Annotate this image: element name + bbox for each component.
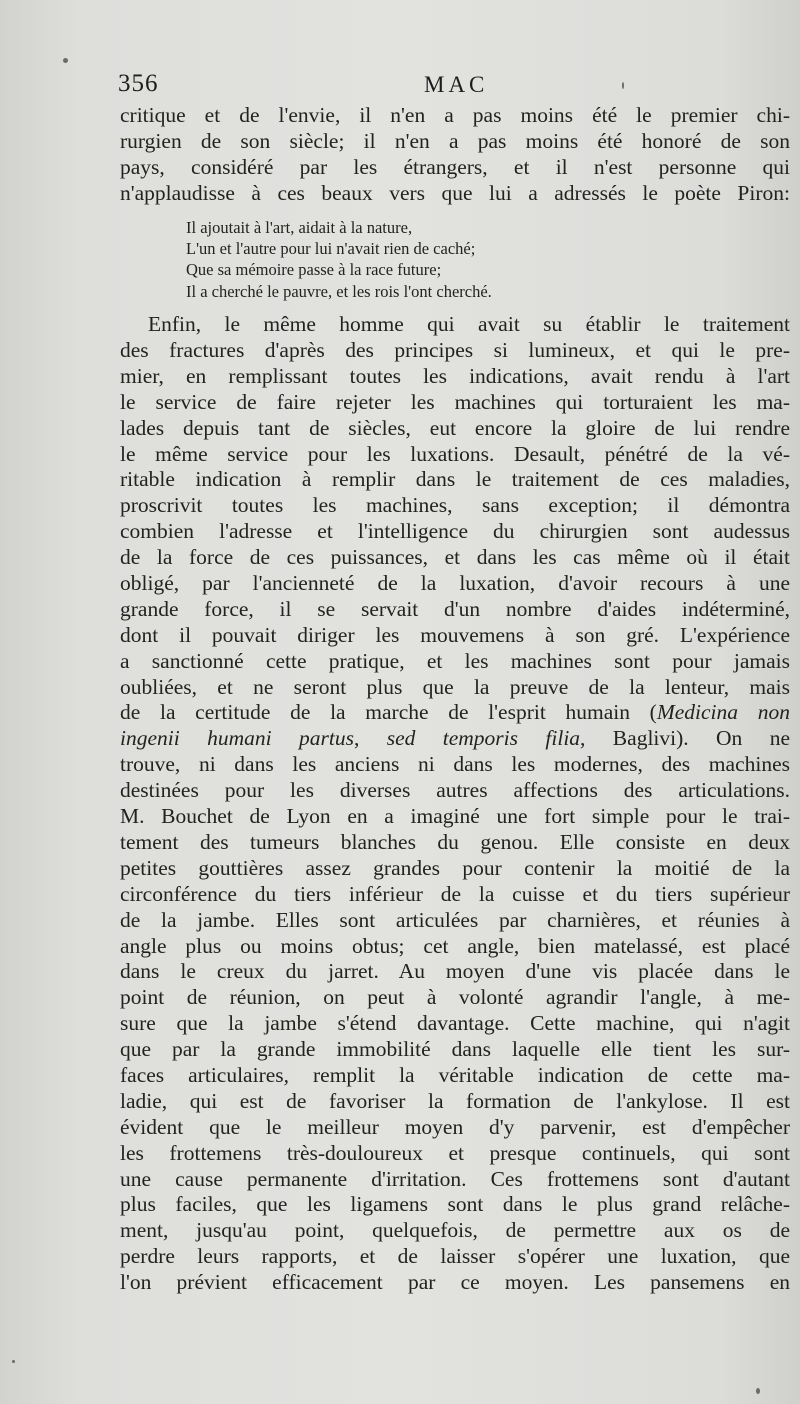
text-line: le service de faire rejeter les machines qui torturaient les ma- bbox=[120, 389, 790, 414]
italic-latin-quote: Medicina non bbox=[656, 700, 790, 725]
text-line: mier, en remplissant toutes les indications, avait rendu à l'art bbox=[120, 363, 790, 388]
paragraph-1 bbox=[120, 103, 790, 207]
text-line: faces articulaires, remplit la véritable indication de cette ma- bbox=[120, 1062, 790, 1087]
text-line: point de réunion, on peut à volonté agrandir l'angle, à me- bbox=[120, 985, 790, 1010]
text-line: n'applaudisse à ces beaux vers que lui a adressés le poète Piron: bbox=[120, 180, 790, 205]
text-line: dans le creux du jarret. Au moyen d'une vis placée dans le bbox=[120, 959, 790, 984]
text-line: petites gouttières assez grandes pour contenir la moitié de la bbox=[120, 855, 790, 880]
page-header bbox=[118, 70, 778, 104]
text-line: Enfin, le même homme qui avait su établir le traitement bbox=[148, 312, 790, 337]
text-line: destinées pour les diverses autres affections des articulations. bbox=[120, 778, 790, 803]
text-line: lades depuis tant de siècles, eut encore la gloire de lui rendre bbox=[120, 415, 790, 440]
text-line: a sanctionné cette pratique, et les machines sont pour jamais bbox=[120, 648, 790, 673]
text-line-with-italic bbox=[120, 726, 790, 752]
ink-speck bbox=[63, 58, 68, 63]
body-text bbox=[120, 103, 790, 1296]
page-number: 356 bbox=[118, 70, 159, 97]
text-line: pays, considéré par les étrangers, et il n'est personne qui bbox=[120, 154, 790, 179]
text-line: tement des tumeurs blanches du genou. Elle consiste en deux bbox=[120, 829, 790, 854]
text-line: combien l'adresse et l'intelligence du chirurgien sont audessus bbox=[120, 519, 790, 544]
text-line: le même service pour les luxations. Desault, pénétré de la vé- bbox=[120, 441, 790, 466]
text-line-with-italic bbox=[120, 700, 790, 726]
text-line: oubliées, et ne seront plus que la preuve de la lenteur, mais bbox=[120, 674, 790, 699]
paragraph-2 bbox=[120, 312, 790, 1296]
text-segment: , bbox=[353, 726, 387, 751]
italic-latin-quote: ingenii humani partus bbox=[120, 726, 354, 751]
text-line: plus faciles, que les ligamens sont dans le plus grand relâche- bbox=[120, 1192, 790, 1217]
text-line: de la jambe. Elles sont articulées par charnières, et réunies à bbox=[120, 907, 790, 932]
text-line: des fractures d'après des principes si lumineux, et qui le pre- bbox=[120, 338, 790, 363]
text-line: ladie, qui est de favoriser la formation de l'ankylose. Il est bbox=[120, 1088, 790, 1113]
text-line: rurgien de son siècle; il n'en a pas moins été honoré de son bbox=[120, 128, 790, 153]
text-line: sure que la jambe s'étend davantage. Cette machine, qui n'agit bbox=[120, 1011, 790, 1036]
text-line: obligé, par l'ancienneté de la luxation, d'avoir recours à une bbox=[120, 571, 790, 596]
text-line: perdre leurs rapports, et de laisser s'opérer une luxation, que bbox=[120, 1244, 790, 1269]
text-line: proscrivit toutes les machines, sans exception; il démontra bbox=[120, 493, 790, 518]
text-line: évident que le meilleur moyen d'y parvenir, est d'empêcher bbox=[120, 1114, 790, 1139]
text-segment: de la certitude de la marche de l'esprit humain ( bbox=[120, 700, 657, 725]
text-segment: , Baglivi). On ne bbox=[580, 726, 790, 751]
text-line: M. Bouchet de Lyon en a imaginé une fort simple pour le trai- bbox=[120, 804, 790, 829]
text-line: l'on prévient efficacement par ce moyen. Les pansemens en bbox=[120, 1270, 790, 1295]
text-line: de la force de ces puissances, et dans les cas même où il était bbox=[120, 545, 790, 570]
verse-line: Que sa mémoire passe à la race future; bbox=[186, 260, 442, 280]
verse-line: L'un et l'autre pour lui n'avait rien de caché; bbox=[186, 238, 476, 258]
text-line: circonférence du tiers inférieur de la cuisse et du tiers supérieur bbox=[120, 881, 790, 906]
text-line: angle plus ou moins obtus; cet angle, bien matelassé, est placé bbox=[120, 933, 790, 958]
text-line: une cause permanente d'irritation. Ces frottemens sont d'autant bbox=[120, 1166, 790, 1191]
text-line: grande force, il se servait d'un nombre d'aides indéterminé, bbox=[120, 596, 790, 621]
verse-line: Il ajoutait à l'art, aidait à la nature, bbox=[186, 217, 413, 237]
ink-speck bbox=[756, 1388, 760, 1394]
text-line: critique et de l'envie, il n'en a pas moins été le premier chi- bbox=[120, 103, 790, 127]
text-line: ritable indication à remplir dans le traitement de ces maladies, bbox=[120, 467, 790, 492]
text-line: trouve, ni dans les anciens ni dans les modernes, des machines bbox=[120, 752, 790, 777]
text-line: que par la grande immobilité dans laquelle elle tient les sur- bbox=[120, 1037, 790, 1062]
text-line: les frottemens très-douloureux et presque continuels, qui sont bbox=[120, 1140, 790, 1165]
italic-latin-quote: sed temporis filia bbox=[386, 726, 581, 751]
ink-speck bbox=[12, 1360, 15, 1363]
verse-line: Il a cherché le pauvre, et les rois l'ont cherché. bbox=[186, 281, 492, 301]
text-line: ment, jusqu'au point, quelquefois, de permettre aux os de bbox=[120, 1218, 790, 1243]
verse-quotation bbox=[186, 217, 790, 303]
running-head: MAC bbox=[424, 72, 489, 97]
text-line: dont il pouvait diriger les mouvemens à son gré. L'expérience bbox=[120, 622, 790, 647]
